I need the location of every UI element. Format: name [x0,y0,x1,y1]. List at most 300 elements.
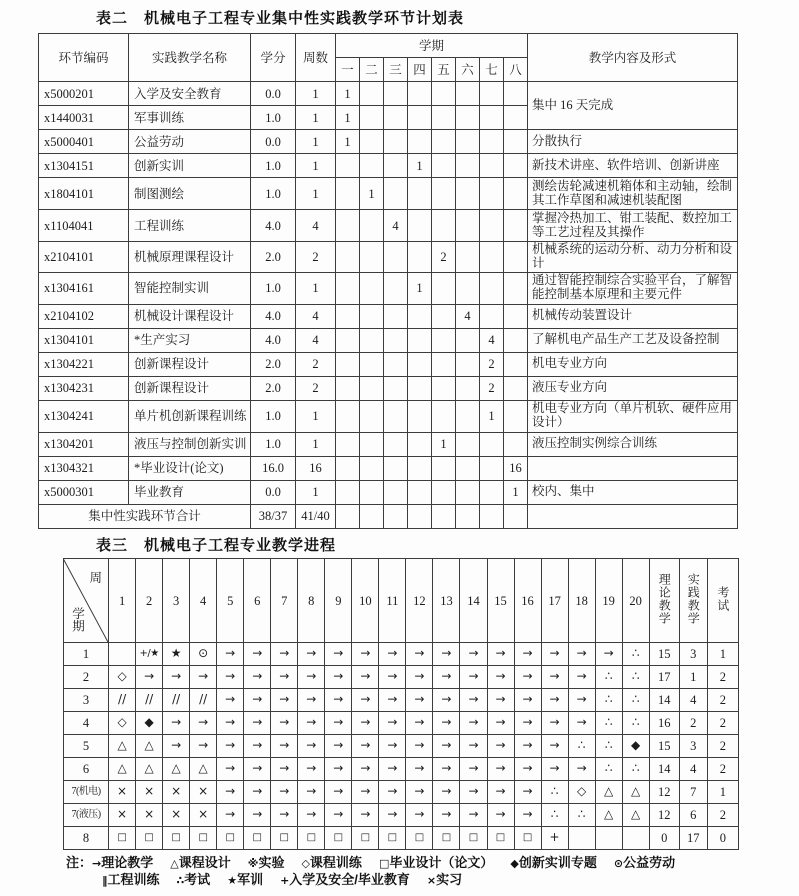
theory-total-cell: 12 [649,781,679,804]
item-semester-cell [360,328,384,352]
theory-total-cell: 17 [649,666,679,689]
week-activity-cell: □ [325,827,352,850]
practice-item-row [39,480,738,504]
item-semester-cell [336,272,360,304]
week-activity-cell: → [163,666,190,689]
item-code-cell: x1304151 [39,154,129,178]
week-activity-cell: → [163,712,190,735]
legend-symbol-icon: ◇ [301,857,310,870]
week-activity-cell: □ [298,827,325,850]
legend-item [102,872,160,887]
week-activity-cell: △ [190,758,217,781]
legend-symbol-icon: + [280,874,290,887]
week-activity-cell: → [190,666,217,689]
item-content-cell: 集中 16 天完成 [528,82,738,130]
item-semester-cell [360,456,384,480]
item-semester-cell [432,456,456,480]
item-semester-cell: 1 [336,106,360,130]
week-activity-cell: → [325,643,352,666]
week-activity-cell: △ [163,758,190,781]
week-activity-cell: → [352,735,379,758]
item-name-cell: *毕业设计(论文) [129,456,251,480]
week-activity-cell: → [217,758,244,781]
table3-header-row [64,559,739,643]
practice-total-cell: 6 [679,804,707,827]
week-activity-cell: → [514,666,541,689]
practice-total-cell: 7 [679,781,707,804]
item-code-cell: x5000401 [39,130,129,154]
item-credits-cell: 4.0 [251,328,296,352]
teaching-schedule-table [63,558,739,850]
week-activity-cell: → [514,735,541,758]
item-semester-cell [456,154,480,178]
week-activity-cell: → [298,781,325,804]
item-semester-cell [504,400,528,432]
item-semester-cell [432,304,456,328]
total-semester-cell [456,504,480,528]
item-semester-cell [384,304,408,328]
table2-title: 表二 机械电子工程专业集中性实践教学环节计划表 [96,10,465,27]
item-content-cell: 机械系统的运动分析、动力分析和设计 [528,242,738,273]
col-header-content: 教学内容及形式 [528,34,738,82]
week-activity-cell: ∴ [595,758,622,781]
item-semester-cell [504,242,528,273]
week-activity-cell: ∴ [568,735,595,758]
week-col-header: 11 [379,559,406,643]
item-semester-cell [480,154,504,178]
exam-total-cell: 2 [707,666,738,689]
item-code-cell: x1304241 [39,400,129,432]
week-col-header: 8 [298,559,325,643]
item-semester-cell [432,376,456,400]
week-activity-cell: → [487,758,514,781]
week-activity-cell: → [514,758,541,781]
week-activity-cell: → [352,758,379,781]
week-activity-cell: → [325,781,352,804]
item-semester-cell [360,376,384,400]
week-activity-cell: → [217,735,244,758]
item-semester-cell [432,178,456,210]
week-activity-cell: □ [514,827,541,850]
item-semester-cell [408,242,432,273]
week-activity-cell: → [487,689,514,712]
item-semester-cell [408,432,432,456]
legend-item [280,872,410,887]
item-semester-cell [432,154,456,178]
item-semester-cell [456,178,480,210]
week-activity-cell: → [460,689,487,712]
item-semester-cell [384,376,408,400]
table2-header-row-1 [39,34,738,58]
week-col-header: 15 [487,559,514,643]
exam-total-cell: 2 [707,735,738,758]
item-name-cell: 军事训练 [129,106,251,130]
week-activity-cell: → [244,666,271,689]
week-col-header: 12 [406,559,433,643]
week-col-header: 3 [163,559,190,643]
vertical-header-text: 考试 [715,586,730,612]
week-activity-cell: → [190,712,217,735]
week-activity-cell: → [379,689,406,712]
item-name-cell: 机械原理课程设计 [129,242,251,273]
item-credits-cell: 1.0 [251,178,296,210]
item-weeks-cell: 1 [296,178,336,210]
item-credits-cell: 1.0 [251,106,296,130]
item-name-cell: *生产实习 [129,328,251,352]
week-activity-cell: ★ [163,643,190,666]
week-activity-cell: → [325,735,352,758]
item-content-cell: 掌握冷热加工、钳工装配、数控加工等工艺过程及其操作 [528,210,738,242]
schedule-row [64,712,739,735]
week-col-header: 10 [352,559,379,643]
item-semester-cell [360,106,384,130]
week-activity-cell: □ [217,827,244,850]
week-activity-cell: → [460,758,487,781]
theory-total-cell: 12 [649,804,679,827]
item-semester-cell [456,480,480,504]
item-semester-cell [456,456,480,480]
item-semester-cell [384,432,408,456]
week-activity-cell: → [433,804,460,827]
legend-label: 理论教学 [101,855,154,870]
item-semester-cell [408,130,432,154]
item-semester-cell: 4 [480,328,504,352]
week-activity-cell: → [325,666,352,689]
item-semester-cell [360,210,384,242]
week-activity-cell: → [460,666,487,689]
total-credits-cell: 38/37 [251,504,296,528]
item-semester-cell: 2 [432,242,456,273]
item-credits-cell: 1.0 [251,400,296,432]
col-header-semester-group: 学期 [336,34,528,58]
item-semester-cell: 4 [384,210,408,242]
item-semester-cell: 1 [408,154,432,178]
week-activity-cell: + [541,827,568,850]
semester-row-label: 3 [64,689,109,712]
item-weeks-cell: 1 [296,432,336,456]
practice-item-row [39,272,738,304]
item-code-cell: x1304101 [39,328,129,352]
item-semester-cell [384,106,408,130]
semester-row-label: 1 [64,643,109,666]
week-activity-cell: → [244,758,271,781]
item-semester-cell [480,432,504,456]
legend-label: 考试 [184,872,211,887]
item-name-cell: 智能控制实训 [129,272,251,304]
legend-label: 实习 [436,872,463,887]
week-activity-cell: → [352,781,379,804]
week-activity-cell: → [298,689,325,712]
item-semester-cell [504,272,528,304]
item-content-cell: 机械传动装置设计 [528,304,738,328]
item-semester-cell [504,352,528,376]
practice-item-row [39,456,738,480]
item-credits-cell: 2.0 [251,242,296,273]
week-activity-cell: → [352,804,379,827]
week-activity-cell: ∴ [595,735,622,758]
week-activity-cell: → [406,758,433,781]
item-semester-cell [456,328,480,352]
week-activity-cell: ◇ [109,666,136,689]
week-activity-cell: → [487,643,514,666]
item-semester-cell [408,456,432,480]
item-semester-cell [432,352,456,376]
vertical-header-text: 理论教学 [657,573,672,625]
item-semester-cell [336,328,360,352]
total-content-cell [528,504,738,528]
week-activity-cell: → [379,758,406,781]
item-semester-cell [384,480,408,504]
item-weeks-cell: 4 [296,328,336,352]
item-code-cell: x5000301 [39,480,129,504]
semester-row-label: 7(液压) [64,804,109,827]
week-activity-cell: → [568,689,595,712]
week-activity-cell: ∴ [568,804,595,827]
week-col-header: 17 [541,559,568,643]
schedule-row [64,804,739,827]
practice-item-row [39,352,738,376]
practice-item-row [39,210,738,242]
practice-total-cell: 4 [679,758,707,781]
item-weeks-cell: 16 [296,456,336,480]
week-activity-cell: → [298,712,325,735]
item-content-cell: 液压控制实例综合训练 [528,432,738,456]
week-activity-cell: × [190,781,217,804]
item-weeks-cell: 2 [296,376,336,400]
item-weeks-cell: 1 [296,106,336,130]
col-header-semester: 四 [408,58,432,82]
legend-symbol-icon: → [92,857,102,870]
week-activity-cell: → [433,689,460,712]
legend-label: 入学及安全/毕业教育 [289,872,410,887]
week-activity-cell: → [514,643,541,666]
item-semester-cell: 1 [432,432,456,456]
item-semester-cell: 16 [504,456,528,480]
week-activity-cell: △ [136,758,163,781]
practice-total-cell: 2 [679,712,707,735]
semester-row-label: 8 [64,827,109,850]
week-activity-cell: × [136,804,163,827]
week-activity-cell: → [568,758,595,781]
week-activity-cell: □ [433,827,460,850]
week-activity-cell: ∴ [541,781,568,804]
week-col-header: 9 [325,559,352,643]
week-activity-cell [595,827,622,850]
item-credits-cell: 1.0 [251,432,296,456]
col-header-semester: 一 [336,58,360,82]
theory-total-cell: 14 [649,758,679,781]
item-semester-cell [432,400,456,432]
week-activity-cell: △ [136,735,163,758]
item-semester-cell [504,178,528,210]
week-activity-cell: → [406,666,433,689]
week-activity-cell: → [406,781,433,804]
week-activity-cell: → [271,643,298,666]
practice-item-row [39,242,738,273]
item-semester-cell [408,304,432,328]
item-code-cell: x2104101 [39,242,129,273]
week-activity-cell: → [595,643,622,666]
week-col-header: 19 [595,559,622,643]
item-semester-cell [360,82,384,106]
week-activity-cell: □ [271,827,298,850]
week-activity-cell: → [325,689,352,712]
item-semester-cell [480,456,504,480]
legend-symbol-icon: □ [378,857,390,870]
week-activity-cell: → [433,643,460,666]
item-semester-cell [336,242,360,273]
exam-total-cell: 1 [707,643,738,666]
week-activity-cell: □ [190,827,217,850]
week-activity-cell: → [487,804,514,827]
week-activity-cell: → [271,666,298,689]
week-activity-cell: → [217,689,244,712]
item-semester-cell [504,82,528,106]
item-credits-cell: 16.0 [251,456,296,480]
item-semester-cell [456,242,480,273]
exam-total-cell: 2 [707,758,738,781]
item-credits-cell: 0.0 [251,480,296,504]
item-semester-cell [336,352,360,376]
semester-row-label: 7(机电) [64,781,109,804]
week-activity-cell: → [433,712,460,735]
week-activity-cell: □ [460,827,487,850]
item-semester-cell [432,328,456,352]
practice-total-cell: 3 [679,643,707,666]
exam-total-cell: 1 [707,781,738,804]
week-activity-cell: → [217,666,244,689]
week-activity-cell: ∴ [595,689,622,712]
item-name-cell: 创新课程设计 [129,376,251,400]
item-name-cell: 机械设计课程设计 [129,304,251,328]
week-activity-cell: → [190,735,217,758]
item-semester-cell [432,82,456,106]
practice-item-row [39,130,738,154]
week-activity-cell: → [298,735,325,758]
item-content-cell: 测绘齿轮减速机箱体和主动轴，绘制其工作草图和减速机装配图 [528,178,738,210]
legend-label: 创新实训专题 [518,855,597,870]
col-header-weeks: 周数 [296,34,336,82]
week-activity-cell: → [298,643,325,666]
week-activity-cell: △ [109,758,136,781]
item-semester-cell: 4 [456,304,480,328]
week-activity-cell: × [163,781,190,804]
item-semester-cell [408,82,432,106]
item-semester-cell [504,154,528,178]
item-semester-cell [360,400,384,432]
item-semester-cell [456,82,480,106]
item-semester-cell [384,456,408,480]
week-activity-cell: → [325,712,352,735]
item-semester-cell [384,328,408,352]
item-semester-cell [408,352,432,376]
week-activity-cell: ∴ [622,712,649,735]
item-semester-cell [480,242,504,273]
legend-item [510,855,596,870]
legend-symbol-icon: ◆ [510,857,519,870]
item-semester-cell [480,304,504,328]
week-activity-cell: → [271,735,298,758]
week-activity-cell: → [217,643,244,666]
week-activity-cell: → [568,666,595,689]
item-name-cell: 公益劳动 [129,130,251,154]
week-col-header: 20 [622,559,649,643]
item-semester-cell: 1 [408,272,432,304]
item-content-cell: 了解机电产品生产工艺及设备控制 [528,328,738,352]
item-semester-cell [456,376,480,400]
item-semester-cell [504,304,528,328]
item-weeks-cell: 4 [296,210,336,242]
practice-plan-table [38,33,738,529]
legend-item [227,872,263,887]
practice-item-row [39,304,738,328]
week-activity-cell: × [136,781,163,804]
week-activity-cell: △ [622,804,649,827]
practice-col-header [679,559,707,643]
item-code-cell: x2104102 [39,304,129,328]
schedule-row [64,735,739,758]
legend-prefix: 注： [66,855,93,870]
practice-item-row [39,400,738,432]
item-semester-cell [480,210,504,242]
week-activity-cell: → [271,804,298,827]
week-activity-cell: // [163,689,190,712]
item-semester-cell [360,304,384,328]
item-semester-cell [456,400,480,432]
exam-total-cell: 2 [707,689,738,712]
item-content-cell: 液压专业方向 [528,376,738,400]
theory-total-cell: 15 [649,643,679,666]
vertical-header-text: 实践教学 [686,573,701,625]
col-header-semester: 七 [480,58,504,82]
col-header-semester: 五 [432,58,456,82]
item-semester-cell [384,178,408,210]
item-semester-cell [384,82,408,106]
item-content-cell: 分散执行 [528,130,738,154]
practice-total-cell: 3 [679,735,707,758]
week-col-header: 16 [514,559,541,643]
week-activity-cell: → [514,712,541,735]
week-activity-cell: ∴ [595,712,622,735]
week-activity-cell: ∴ [622,666,649,689]
week-activity-cell: ◆ [136,712,163,735]
legend-item [379,855,493,870]
week-activity-cell: → [541,735,568,758]
item-name-cell: 液压与控制创新实训 [129,432,251,456]
week-activity-cell: ∴ [595,666,622,689]
practice-total-cell: 17 [679,827,707,850]
week-activity-cell: → [568,643,595,666]
week-activity-cell: × [190,804,217,827]
week-activity-cell: → [406,712,433,735]
week-activity-cell: +/★ [136,643,163,666]
total-semester-cell [384,504,408,528]
item-semester-cell [384,352,408,376]
week-activity-cell: → [379,643,406,666]
item-semester-cell [456,130,480,154]
exam-col-header [707,559,738,643]
week-activity-cell: → [217,804,244,827]
total-weeks-cell: 41/40 [296,504,336,528]
practice-total-cell: 4 [679,689,707,712]
semester-row-label: 4 [64,712,109,735]
week-col-header: 5 [217,559,244,643]
week-activity-cell: → [406,689,433,712]
item-semester-cell [456,432,480,456]
week-activity-cell: → [298,758,325,781]
item-content-cell [528,456,738,480]
week-activity-cell: → [325,804,352,827]
